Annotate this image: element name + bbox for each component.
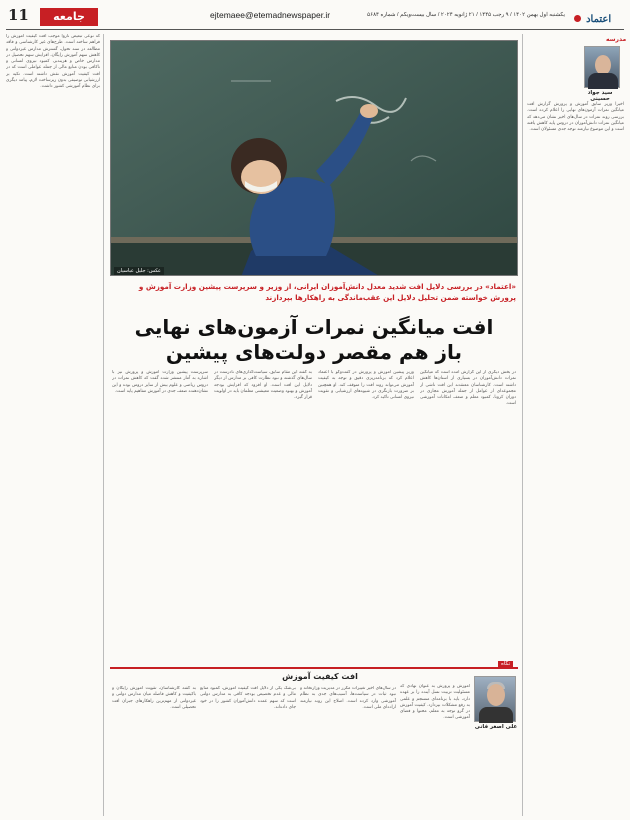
author-face xyxy=(487,684,505,706)
body-column-2: وزیر پیشین آموزش و پرورش در گفت‌وگو با اعتماد اعلام کرد که برنامه‌ریزی دقیق و توجه به کیفیت آموزش می‌تواند روند افت را متوقف کند. او همچنین بر ضرورت بازنگری در شیوه‌های ارزشیابی و تقویت نیروی انسانی تاکید کرد. xyxy=(318,370,414,401)
header-divider xyxy=(6,29,624,30)
author-suit xyxy=(479,707,513,723)
opinion-author-photo xyxy=(474,676,516,722)
bottom-column-1: آموزش و پرورش به عنوان نهادی که مسئولیت تربیت نسل آینده را بر عهده دارد، باید با برنامه‌ای منسجم و علمی به رفع مشکلات بپردازد. کیفیت آموزش در گرو توجه به معلم، محتوا و فضای آموزشی است. xyxy=(400,684,470,721)
issue-dateline: یکشنبه اول بهمن ۱۴۰۲ / ۹ رجب ۱۴۴۵ / ۲۱ ژانویه ۲۰۲۴ / سال بیست‌ویکم / شماره ۵۶۸۴ xyxy=(367,12,565,18)
bottom-column-3: بی‌شک یکی از دلایل افت کیفیت آموزش، کمبود منابع مالی و عدم تخصیص بودجه کافی به مدارس دولتی است که سهم عمده دانش‌آموزان کشور را در خود جای داده‌اند. xyxy=(200,686,296,710)
body-column-1: در بخش دیگری از این گزارش آمده است که میانگین نمرات دانش‌آموزان در بسیاری از استان‌ها کاهش داشته است. کارشناسان معتقدند این افت ناشی از مجموعه‌ای از عوامل از جمله آموزش مجازی در دوران کرونا، کمبود معلم و ضعف امکانات آموزشی است. xyxy=(420,370,516,407)
photo-credit: عکس: جلیل عباسیان xyxy=(114,267,164,275)
headline-line-2: باز هم مقصر دولت‌های پیشین xyxy=(165,340,463,364)
bottom-column-4: به گفته کارشناسان، تقویت آموزش رایگان و باکیفیت و کاهش فاصله میان مدارس دولتی و غیردولتی از مهم‌ترین راهکارهای جبران افت تحصیلی است. xyxy=(112,686,196,710)
article-headline xyxy=(112,315,516,365)
author-name: سید جواد حسینی xyxy=(587,90,613,102)
body-column-4: سرپرست پیشین وزارت آموزش و پرورش نیز با اشاره به آمار منتشر شده گفت که کاهش نمرات در دروس ریاضی و علوم بیش از سایر دروس بوده و این نشان‌دهنده ضعف جدی در آموزش مفاهیم پایه است. xyxy=(112,370,208,394)
opinion-title: افت کیفیت آموزش xyxy=(282,672,358,681)
body-column-3: به گفته این مقام سابق، سیاست‌گذاری‌های نادرست در سال‌های گذشته و نبود نظارت کافی بر مدارس از دیگر دلایل این افت است. او افزود که افزایش بودجه آموزش و بهبود وضعیت معیشتی معلمان باید در اولویت قرار گیرد. xyxy=(214,370,312,401)
left-column-text: که نوعی تبعیض ناروا موجب افت کیفیت آموزش را فراهم ساخته است. طرح‌های غیر کارشناسی و فاقد مطالعه در سند تحول، گسترش مدارس غیردولتی و کاهش سهم آموزش رایگان، افزایش سهم تحصیل در مدارس خاص و هزینه‌بر، کمبود نیروی انسانی و ناکافی بودن منابع مالی از جمله عواملی است که در افت کیفیت آموزش نقش داشته است. تکیه بر ارزشیابی توصیفی بدون زیرساخت لازم، پیامد دیگری برای نظام آموزشی کشور داشت. xyxy=(6,34,104,816)
right-column-text: اخیرا وزیر سابق آموزش و پرورش گزارش افت میانگین نمرات آزمون‌های نهایی را اعلام کرده است. بررسی روند نمرات در سال‌های اخیر نشان می‌دهد که میانگین نمرات دانش‌آموزان در دروس پایه کاهش یافته است و این موضوع نیازمند توجه جدی مسئولان است. xyxy=(522,34,624,816)
newspaper-logo xyxy=(572,7,622,25)
column-tag: مدرسه xyxy=(606,36,627,43)
section-label: جامعه xyxy=(40,8,98,26)
page-number: 11 xyxy=(8,6,29,24)
article-lead: «اعتماد» در بررسی دلایل افت شدید معدل دانش‌آموزان ایرانی، از وزیر و سرپرست پیشین وزارت آموزش و پرورش خواسته ضمن تحلیل دلایل این عقب‌ماندگی به راهکارها بپردازند xyxy=(138,282,516,302)
main-photo xyxy=(110,40,518,276)
boy-at-chalkboard-illustration xyxy=(111,41,518,276)
section-email[interactable]: ejtemaee@etemadnewspaper.ir xyxy=(210,10,331,20)
logo-text: اعتماد xyxy=(586,14,612,25)
headline-line-1: افت میانگین نمرات آزمون‌های نهایی xyxy=(134,315,494,339)
bottom-tag: نگاه xyxy=(498,661,513,667)
bottom-column-2: در سال‌های اخیر تغییرات مکرر در مدیریت وزارتخانه و نبود ثبات در سیاست‌ها، آسیب‌های جدی به نظام آموزشی وارد کرده است. اصلاح این روند نیازمند اراده‌ای ملی است. xyxy=(300,686,396,710)
opinion-author-name: علی اصغر فانی xyxy=(474,724,518,730)
logo-mark-icon xyxy=(574,15,581,22)
